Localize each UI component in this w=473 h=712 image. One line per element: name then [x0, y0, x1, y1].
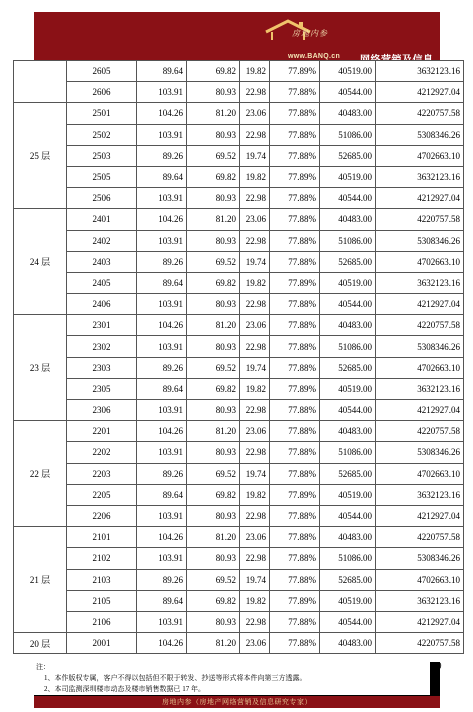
unit-number-cell: 2105 [67, 590, 137, 611]
table-row [14, 442, 464, 463]
table-row [14, 315, 464, 336]
value-cell: 4220757.58 [376, 315, 464, 336]
table-row [14, 188, 464, 209]
value-cell: 5308346.26 [376, 124, 464, 145]
value-cell: 77.88% [270, 251, 320, 272]
unit-number-cell: 2102 [67, 548, 137, 569]
table-row [14, 272, 464, 293]
value-cell: 40544.00 [320, 294, 376, 315]
value-cell: 4220757.58 [376, 633, 464, 654]
value-cell: 4702663.10 [376, 569, 464, 590]
table-row [14, 145, 464, 166]
value-cell: 19.82 [240, 166, 270, 187]
brand-name: 房地内参 [292, 29, 328, 38]
value-cell: 19.74 [240, 569, 270, 590]
value-cell: 4212927.04 [376, 188, 464, 209]
unit-number-cell: 2201 [67, 421, 137, 442]
value-cell: 80.93 [187, 400, 240, 421]
value-cell: 3632123.16 [376, 590, 464, 611]
value-cell: 89.64 [137, 378, 187, 399]
value-cell: 77.88% [270, 103, 320, 124]
value-cell: 77.88% [270, 442, 320, 463]
value-cell: 104.26 [137, 633, 187, 654]
value-cell: 52685.00 [320, 145, 376, 166]
value-cell: 77.88% [270, 294, 320, 315]
value-cell: 40483.00 [320, 209, 376, 230]
value-cell: 77.89% [270, 378, 320, 399]
value-cell: 4702663.10 [376, 145, 464, 166]
table-row [14, 505, 464, 526]
value-cell: 77.89% [270, 272, 320, 293]
value-cell: 51086.00 [320, 230, 376, 251]
value-cell: 81.20 [187, 421, 240, 442]
note-item-2: 2、本司监测深圳楼市动态及楼市销售数据已 17 年。 [44, 685, 205, 693]
unit-number-cell: 2405 [67, 272, 137, 293]
value-cell: 19.82 [240, 61, 270, 82]
value-cell: 23.06 [240, 633, 270, 654]
table-row [14, 463, 464, 484]
value-cell: 80.93 [187, 124, 240, 145]
value-cell: 69.52 [187, 357, 240, 378]
value-cell: 103.91 [137, 230, 187, 251]
table-row [14, 82, 464, 103]
page-number: 9 [437, 661, 442, 671]
value-cell: 80.93 [187, 294, 240, 315]
value-cell: 77.88% [270, 188, 320, 209]
value-cell: 69.52 [187, 251, 240, 272]
value-cell: 69.82 [187, 590, 240, 611]
value-cell: 22.98 [240, 188, 270, 209]
table-row [14, 230, 464, 251]
value-cell: 103.91 [137, 505, 187, 526]
value-cell: 81.20 [187, 209, 240, 230]
value-cell: 103.91 [137, 82, 187, 103]
value-cell: 81.20 [187, 103, 240, 124]
value-cell: 3632123.16 [376, 61, 464, 82]
table-row [14, 209, 464, 230]
unit-number-cell: 2403 [67, 251, 137, 272]
unit-number-cell: 2103 [67, 569, 137, 590]
value-cell: 104.26 [137, 421, 187, 442]
value-cell: 23.06 [240, 103, 270, 124]
value-cell: 19.82 [240, 590, 270, 611]
value-cell: 52685.00 [320, 463, 376, 484]
value-cell: 52685.00 [320, 569, 376, 590]
value-cell: 40544.00 [320, 611, 376, 632]
table-row [14, 124, 464, 145]
value-cell: 77.88% [270, 463, 320, 484]
value-cell: 22.98 [240, 294, 270, 315]
table-row [14, 590, 464, 611]
value-cell: 104.26 [137, 315, 187, 336]
value-cell: 77.88% [270, 505, 320, 526]
table-row [14, 400, 464, 421]
value-cell: 52685.00 [320, 251, 376, 272]
unit-number-cell: 2205 [67, 484, 137, 505]
value-cell: 80.93 [187, 548, 240, 569]
value-cell: 81.20 [187, 527, 240, 548]
value-cell: 69.52 [187, 569, 240, 590]
value-cell: 77.88% [270, 421, 320, 442]
table-row [14, 548, 464, 569]
value-cell: 4212927.04 [376, 82, 464, 103]
value-cell: 40544.00 [320, 400, 376, 421]
value-cell: 77.89% [270, 484, 320, 505]
value-cell: 40483.00 [320, 421, 376, 442]
value-cell: 22.98 [240, 611, 270, 632]
unit-number-cell: 2506 [67, 188, 137, 209]
unit-number-cell: 2001 [67, 633, 137, 654]
value-cell: 40483.00 [320, 103, 376, 124]
value-cell: 69.82 [187, 166, 240, 187]
floor-cell: 25 层 [14, 103, 67, 209]
unit-number-cell: 2406 [67, 294, 137, 315]
value-cell: 89.26 [137, 569, 187, 590]
value-cell: 51086.00 [320, 548, 376, 569]
unit-number-cell: 2305 [67, 378, 137, 399]
value-cell: 22.98 [240, 124, 270, 145]
value-cell: 103.91 [137, 548, 187, 569]
value-cell: 69.52 [187, 463, 240, 484]
value-cell: 81.20 [187, 315, 240, 336]
value-cell: 89.64 [137, 272, 187, 293]
value-cell: 104.26 [137, 103, 187, 124]
value-cell: 80.93 [187, 336, 240, 357]
value-cell: 19.82 [240, 484, 270, 505]
value-cell: 5308346.26 [376, 336, 464, 357]
table-row [14, 166, 464, 187]
value-cell: 40519.00 [320, 166, 376, 187]
value-cell: 40483.00 [320, 527, 376, 548]
value-cell: 3632123.16 [376, 484, 464, 505]
value-cell: 77.88% [270, 124, 320, 145]
unit-number-cell: 2505 [67, 166, 137, 187]
value-cell: 40519.00 [320, 61, 376, 82]
floor-cell: 24 层 [14, 209, 67, 315]
unit-number-cell: 2606 [67, 82, 137, 103]
value-cell: 89.64 [137, 484, 187, 505]
value-cell: 3632123.16 [376, 378, 464, 399]
note-label: 注： [36, 663, 50, 671]
value-cell: 19.74 [240, 463, 270, 484]
table-row [14, 527, 464, 548]
unit-number-cell: 2402 [67, 230, 137, 251]
value-cell: 23.06 [240, 527, 270, 548]
value-cell: 4220757.58 [376, 209, 464, 230]
value-cell: 4212927.04 [376, 294, 464, 315]
value-cell: 40519.00 [320, 272, 376, 293]
table-row [14, 378, 464, 399]
value-cell: 89.26 [137, 357, 187, 378]
value-cell: 22.98 [240, 442, 270, 463]
unit-number-cell: 2605 [67, 61, 137, 82]
value-cell: 77.88% [270, 230, 320, 251]
value-cell: 69.52 [187, 145, 240, 166]
value-cell: 40483.00 [320, 633, 376, 654]
value-cell: 77.88% [270, 315, 320, 336]
value-cell: 89.26 [137, 145, 187, 166]
value-cell: 103.91 [137, 611, 187, 632]
value-cell: 103.91 [137, 294, 187, 315]
table-row [14, 251, 464, 272]
unit-price-table [13, 60, 464, 654]
value-cell: 77.88% [270, 611, 320, 632]
unit-number-cell: 2503 [67, 145, 137, 166]
value-cell: 5308346.26 [376, 442, 464, 463]
note-item-1: 1、本作版权专属，客户不得以包括但不限于转发、抄送等形式将本件向第三方透露。 [44, 674, 307, 682]
table-row [14, 484, 464, 505]
value-cell: 77.89% [270, 61, 320, 82]
table-row [14, 294, 464, 315]
table-row [14, 103, 464, 124]
value-cell: 80.93 [187, 82, 240, 103]
unit-number-cell: 2106 [67, 611, 137, 632]
notes [34, 662, 430, 695]
value-cell: 77.88% [270, 209, 320, 230]
value-cell: 40544.00 [320, 82, 376, 103]
brand-url: www.BANQ.cn [288, 53, 341, 60]
value-cell: 4212927.04 [376, 505, 464, 526]
value-cell: 40483.00 [320, 315, 376, 336]
value-cell: 80.93 [187, 188, 240, 209]
value-cell: 51086.00 [320, 124, 376, 145]
unit-number-cell: 2501 [67, 103, 137, 124]
value-cell: 103.91 [137, 442, 187, 463]
banner-title: 网络营销及信息研究专家 [360, 55, 434, 81]
value-cell: 104.26 [137, 527, 187, 548]
value-cell: 89.64 [137, 166, 187, 187]
value-cell: 3632123.16 [376, 272, 464, 293]
value-cell: 52685.00 [320, 357, 376, 378]
value-cell: 77.89% [270, 590, 320, 611]
unit-number-cell: 2302 [67, 336, 137, 357]
unit-number-cell: 2206 [67, 505, 137, 526]
value-cell: 4220757.58 [376, 103, 464, 124]
value-cell: 19.74 [240, 357, 270, 378]
value-cell: 22.98 [240, 230, 270, 251]
table-body [14, 61, 464, 654]
unit-number-cell: 2101 [67, 527, 137, 548]
table-row [14, 357, 464, 378]
unit-number-cell: 2303 [67, 357, 137, 378]
value-cell: 23.06 [240, 315, 270, 336]
value-cell: 103.91 [137, 124, 187, 145]
value-cell: 77.88% [270, 569, 320, 590]
value-cell: 77.88% [270, 548, 320, 569]
value-cell: 40544.00 [320, 505, 376, 526]
unit-number-cell: 2306 [67, 400, 137, 421]
value-cell: 5308346.26 [376, 230, 464, 251]
value-cell: 77.88% [270, 145, 320, 166]
value-cell: 104.26 [137, 209, 187, 230]
value-cell: 22.98 [240, 82, 270, 103]
value-cell: 4702663.10 [376, 463, 464, 484]
value-cell: 103.91 [137, 188, 187, 209]
value-cell: 4702663.10 [376, 251, 464, 272]
value-cell: 40519.00 [320, 378, 376, 399]
value-cell: 89.26 [137, 463, 187, 484]
table-row [14, 421, 464, 442]
value-cell: 77.88% [270, 527, 320, 548]
value-cell: 3632123.16 [376, 166, 464, 187]
value-cell: 80.93 [187, 230, 240, 251]
value-cell: 4212927.04 [376, 611, 464, 632]
value-cell: 77.89% [270, 166, 320, 187]
value-cell: 23.06 [240, 421, 270, 442]
table-row [14, 336, 464, 357]
value-cell: 22.98 [240, 548, 270, 569]
floor-cell: 23 层 [14, 315, 67, 421]
unit-number-cell: 2502 [67, 124, 137, 145]
unit-number-cell: 2401 [67, 209, 137, 230]
value-cell: 40519.00 [320, 590, 376, 611]
value-cell: 80.93 [187, 611, 240, 632]
value-cell: 81.20 [187, 633, 240, 654]
value-cell: 89.26 [137, 251, 187, 272]
unit-number-cell: 2301 [67, 315, 137, 336]
floor-cell: 20 层 [14, 633, 67, 654]
footer-brand-strip: 房地内参（房地产网络营销及信息研究专家） [34, 696, 440, 708]
value-cell: 80.93 [187, 505, 240, 526]
value-cell: 103.91 [137, 400, 187, 421]
value-cell: 77.88% [270, 400, 320, 421]
value-cell: 89.64 [137, 590, 187, 611]
value-cell: 77.88% [270, 336, 320, 357]
value-cell: 69.82 [187, 378, 240, 399]
value-cell: 19.74 [240, 251, 270, 272]
value-cell: 19.74 [240, 145, 270, 166]
floor-cell: 21 层 [14, 527, 67, 633]
value-cell: 19.82 [240, 272, 270, 293]
value-cell: 4220757.58 [376, 527, 464, 548]
value-cell: 4220757.58 [376, 421, 464, 442]
value-cell: 51086.00 [320, 336, 376, 357]
table-row [14, 569, 464, 590]
value-cell: 19.82 [240, 378, 270, 399]
unit-number-cell: 2202 [67, 442, 137, 463]
unit-number-cell: 2203 [67, 463, 137, 484]
value-cell: 22.98 [240, 400, 270, 421]
value-cell: 69.82 [187, 484, 240, 505]
table-row [14, 611, 464, 632]
floor-cell: 22 层 [14, 421, 67, 527]
value-cell: 40544.00 [320, 188, 376, 209]
table-row [14, 633, 464, 654]
value-cell: 4212927.04 [376, 400, 464, 421]
table-row [14, 61, 464, 82]
value-cell: 77.88% [270, 82, 320, 103]
value-cell: 4702663.10 [376, 357, 464, 378]
value-cell: 51086.00 [320, 442, 376, 463]
value-cell: 22.98 [240, 336, 270, 357]
value-cell: 89.64 [137, 61, 187, 82]
floor-cell [14, 61, 67, 103]
value-cell: 22.98 [240, 505, 270, 526]
value-cell: 80.93 [187, 442, 240, 463]
value-cell: 77.88% [270, 633, 320, 654]
value-cell: 69.82 [187, 61, 240, 82]
value-cell: 69.82 [187, 272, 240, 293]
value-cell: 40519.00 [320, 484, 376, 505]
value-cell: 5308346.26 [376, 548, 464, 569]
value-cell: 23.06 [240, 209, 270, 230]
value-cell: 77.88% [270, 357, 320, 378]
value-cell: 103.91 [137, 336, 187, 357]
